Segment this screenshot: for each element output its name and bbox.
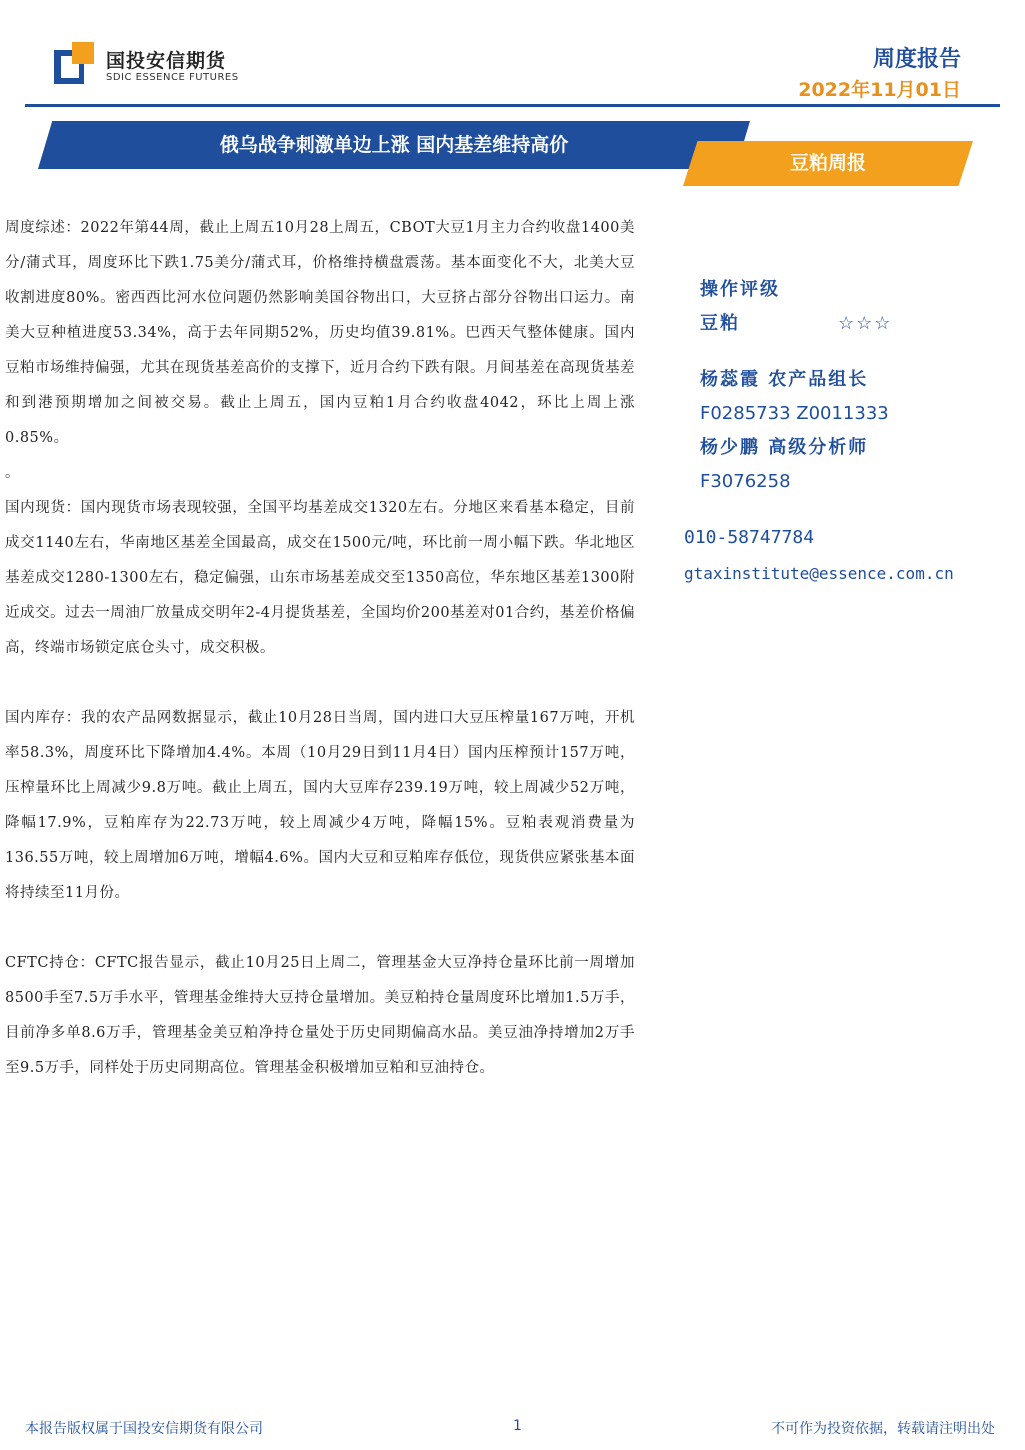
report-title: 俄乌战争刺激单边上涨 国内基差维持高价 [219,134,569,156]
contact-phone: 010-58747784 [684,527,815,548]
logo-mark-icon [54,42,96,84]
company-logo [54,40,244,88]
paragraph-spot-market: 国内现货：国内现货市场表现较强，全国平均基差成交1320左右。分地区来看基本稳定，目前成交1140左右，华南地区基差全国最高，成交在1500元/吨，环比前一周小幅下跌。华北地区基差成交1280-1300左右，稳定偏强，山东市场基差成交至1350高位，华东地区基差1300附近成交。过去一周油厂放量成交明年2-4月提货基差，全国均价200基差对01合约，基差价格偏高，终端市场锁定底仓头寸，成交积极。 [5,500,635,656]
rating-product: 豆粕 [700,313,740,334]
rating-label: 操作评级 [700,279,780,300]
report-tag: 豆粕周报 [789,152,866,174]
header-divider [25,104,1000,107]
paragraph-inventory: 国内库存：我的农产品网数据显示，截止10月28日当周，国内进口大豆压榨量167万吨，开机率58.3%，周度环比下降增加4.4%。本周（10月29日到11月4日）国内压榨预计157万吨，压榨量环比上周减少9.8万吨。截止上周五，国内大豆库存239.19万吨，较上周减少52万吨，降幅17.9%，豆粕库存为22.73万吨，较上周减少4万吨，降幅15%。豆粕表观消费量为136.55万吨，较上周增加6万吨，增幅4.6%。国内大豆和豆粕库存低位，现货供应紧张基本面将持续至11月份。 [5,710,635,901]
paragraph-summary: 周度综述：2022年第44周，截止上周五10月28上周五，CBOT大豆1月主力合约收盘1400美分/蒲式耳，周度环比下跌1.75美分/蒲式耳，价格维持横盘震荡。基本面变化不大，北美大豆收割进度80%。密西西比河水位问题仍然影响美国谷物出口，大豆挤占部分谷物出口运力。南美大豆种植进度53.34%，高于去年同期52%，历史均值39.81%。巴西天气整体健康。国内豆粕市场维持偏强，尤其在现货基差高价的支撑下，近月合约下跌有限。月间基差在高现货基差和到港预期增加之间被交易。截止上周五，国内豆粕1月合约收盘4042，环比上周上涨0.85%。 [5,220,635,446]
page-number: 1 [513,1418,522,1434]
rating-stars-icon: ☆☆☆ [838,313,893,334]
paragraph-stray-mark: 。 [5,465,20,481]
analyst1-codes: F0285733 Z0011333 [700,403,889,424]
analyst1-name: 杨蕊霞 农产品组长 [700,369,869,390]
contact-email[interactable]: gtaxinstitute@essence.com.cn [684,564,954,583]
analyst2-name: 杨少鹏 高级分析师 [700,437,869,458]
sidebar [700,273,1010,499]
paragraph-cftc: CFTC持仓：CFTC报告显示，截止10月25日上周二，管理基金大豆净持仓量环比前一周增加8500手至7.5万手水平，管理基金维持大豆持仓量增加。美豆粕持仓量周度环比增加1.5万手，目前净多单8.6万手，管理基金美豆粕净持仓量处于历史同期偏高水品。美豆油净持增加2万手至9.5万手，同样处于历史同期高位。管理基金积极增加豆粕和豆油持仓。 [5,955,635,1076]
company-name-en: SDIC ESSENCE FUTURES [106,72,239,83]
report-type: 周度报告 [872,47,961,72]
report-body [5,211,635,1086]
report-date: 2022年11月01日 [798,79,961,101]
company-name-cn: 国投安信期货 [106,50,227,72]
analyst2-code: F3076258 [700,471,791,492]
footer-copyright: 本报告版权属于国投安信期货有限公司 [25,1421,263,1437]
footer-disclaimer: 不可作为投资依据，转载请注明出处 [771,1421,995,1437]
